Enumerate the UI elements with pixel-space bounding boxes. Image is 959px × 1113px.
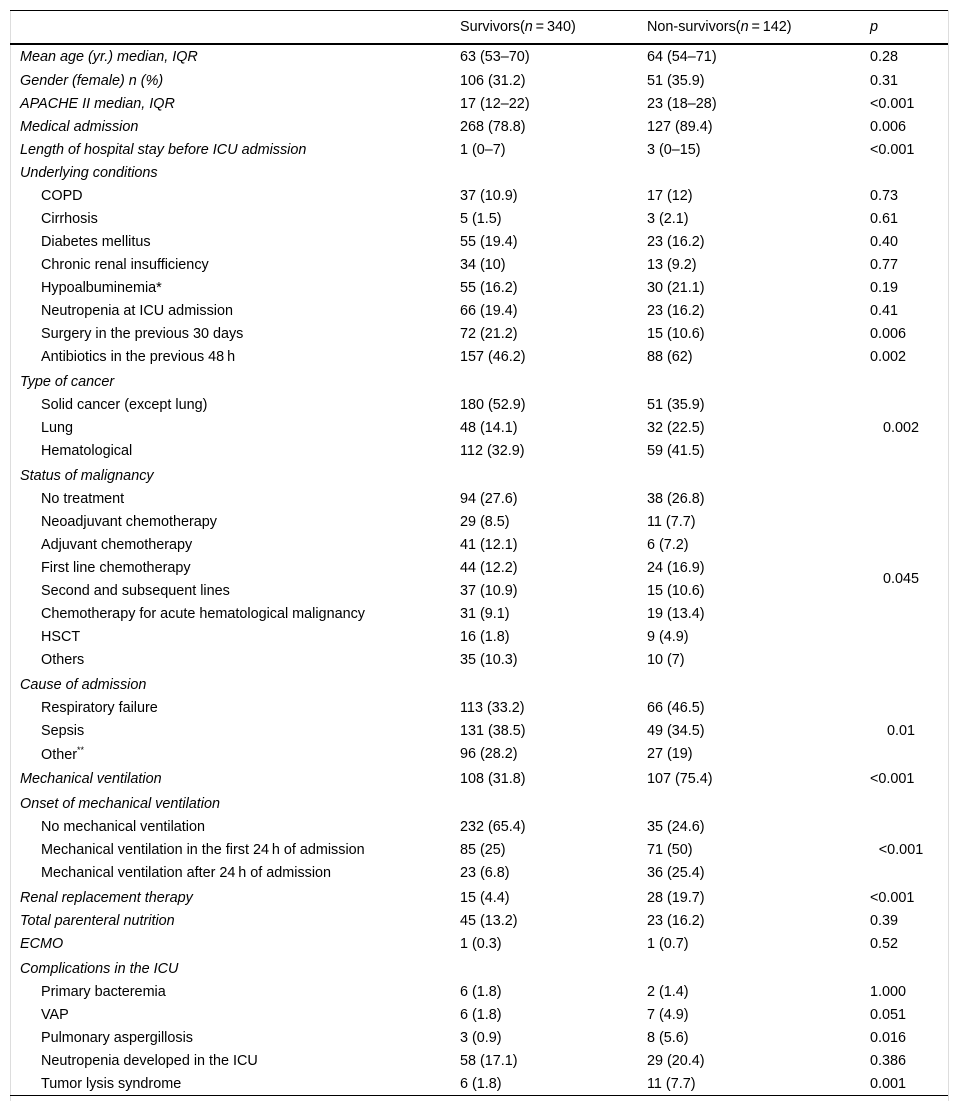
survivors-value: 113 (33.2) [460,699,525,716]
section-label: Underlying conditions [20,164,158,181]
section-row [10,957,948,980]
table-row [10,345,948,368]
row-label: Hypoalbuminemia* [41,279,162,296]
table-row [10,861,948,884]
nonsurvivors-value: 28 (19.7) [647,889,705,906]
row-label: No treatment [41,490,125,507]
table-row [10,742,948,765]
row-label: Neutropenia developed in the ICU [41,1052,258,1069]
nonsurvivors-value: 17 (12) [647,187,693,204]
section-label: Complications in the ICU [20,960,179,977]
nonsurvivors-value: 15 (10.6) [647,582,705,599]
row-label: Mechanical ventilation [20,770,162,787]
nonsurvivors-value: 107 (75.4) [647,770,713,787]
nonsurvivors-value: 10 (7) [647,651,685,668]
row-label: No mechanical ventilation [41,818,205,835]
table-row [10,1049,948,1072]
survivors-value: 72 (21.2) [460,325,518,342]
survivors-value: 108 (31.8) [460,770,526,787]
section-label: Type of cancer [20,373,115,390]
table-row [10,886,948,909]
row-label: Total parenteral nutrition [20,912,175,929]
table-row [10,439,948,462]
section-label: Onset of mechanical ventilation [20,795,220,812]
survivors-value: 34 (10) [460,256,506,273]
nonsurvivors-value: 51 (35.9) [647,396,705,413]
survivors-value: 17 (12–22) [460,95,530,112]
table-row [10,276,948,299]
p-value: 0.28 [870,49,899,65]
row-label: COPD [41,187,83,204]
nonsurvivors-value: 9 (4.9) [647,628,689,645]
section-row [10,161,948,184]
table-row [10,92,948,115]
p-value: 0.61 [870,210,899,227]
survivors-value: 45 (13.2) [460,912,518,929]
table-row [10,115,948,138]
table-row [10,510,948,533]
row-label: Length of hospital stay before ICU admission [20,141,307,158]
row-label: Sepsis [41,722,85,739]
survivors-value: 180 (52.9) [460,396,526,413]
survivors-value: 58 (17.1) [460,1052,518,1069]
survivors-value: 37 (10.9) [460,187,518,204]
p-value: 0.002 [870,348,907,365]
survivors-value: 157 (46.2) [460,348,526,365]
row-label: HSCT [41,628,81,645]
table-row [10,230,948,253]
nonsurvivors-value: 49 (34.5) [647,722,705,739]
nonsurvivors-value: 64 (54–71) [647,49,717,65]
nonsurvivors-value: 23 (16.2) [647,912,705,929]
nonsurvivors-value: 6 (7.2) [647,536,689,553]
p-value: <0.001 [878,841,924,858]
p-value: 0.01 [886,722,915,739]
section-row [10,464,948,487]
nonsurvivors-value: 29 (20.4) [647,1052,705,1069]
table-row [10,299,948,322]
section-label: Status of malignancy [20,467,154,484]
nonsurvivors-value: 11 (7.7) [647,1075,696,1092]
section-label: Cause of admission [20,676,147,693]
survivors-value: 1 (0.3) [460,935,502,952]
row-label: Chronic renal insufficiency [41,256,209,273]
p-value: <0.001 [870,141,915,158]
p-value: 0.001 [870,1075,907,1092]
row-label: Tumor lysis syndrome [41,1075,182,1092]
survivors-value: 41 (12.1) [460,536,518,553]
table-row [10,184,948,207]
row-label: Renal replacement therapy [20,889,193,906]
table-row [10,719,948,742]
table-row [10,696,948,719]
nonsurvivors-value: 11 (7.7) [647,513,696,530]
nonsurvivors-value: 127 (89.4) [647,118,713,135]
header-p: p [870,19,879,35]
row-label: Surgery in the previous 30 days [41,325,244,342]
p-value: 0.006 [870,325,907,342]
row-label: Lung [41,419,74,436]
header-survivors: Survivors(n = 340) [460,19,576,35]
row-label: Respiratory failure [41,699,158,716]
p-value: 0.006 [870,118,907,135]
nonsurvivors-value: 15 (10.6) [647,325,705,342]
row-label: Primary bacteremia [41,983,166,1000]
nonsurvivors-value: 3 (0–15) [647,141,701,158]
row-label: Adjuvant chemotherapy [41,536,193,553]
survivors-value: 96 (28.2) [460,745,518,762]
header-label [10,11,450,45]
table-row [10,602,948,625]
table-row [10,393,948,416]
survivors-value: 232 (65.4) [460,818,526,835]
nonsurvivors-value: 13 (9.2) [647,256,697,273]
p-value: 0.52 [870,935,899,952]
survivors-value: 131 (38.5) [460,722,526,739]
row-label: Mechanical ventilation in the first 24 h of admission [41,841,365,858]
nonsurvivors-value: 23 (18–28) [647,95,717,112]
nonsurvivors-value: 7 (4.9) [647,1006,689,1023]
table-row [10,416,948,439]
table-row [10,253,948,276]
row-label: Others [41,651,85,668]
p-value: 1.000 [870,983,907,1000]
table-row [10,207,948,230]
nonsurvivors-value: 1 (0.7) [647,935,689,952]
survivors-value: 55 (19.4) [460,233,518,250]
table-header-row [10,11,948,45]
row-label: Hematological [41,442,133,459]
nonsurvivors-value: 3 (2.1) [647,210,689,227]
table-row [10,980,948,1003]
table-row [10,322,948,345]
row-label: Neoadjuvant chemotherapy [41,513,217,530]
nonsurvivors-value: 23 (16.2) [647,302,705,319]
row-label: Antibiotics in the previous 48 h [41,348,236,365]
survivors-value: 112 (32.9) [460,442,525,459]
table-row [10,625,948,648]
table-row [10,1003,948,1026]
nonsurvivors-value: 71 (50) [647,841,693,858]
p-value: 0.77 [870,256,899,273]
table-row [10,44,948,69]
p-value: 0.40 [870,233,899,250]
survivors-value: 15 (4.4) [460,889,510,906]
survivors-value: 5 (1.5) [460,210,502,227]
survivors-value: 44 (12.2) [460,559,518,576]
nonsurvivors-value: 88 (62) [647,348,693,365]
survivors-value: 23 (6.8) [460,864,510,881]
survivors-value: 66 (19.4) [460,302,518,319]
table-row [10,1072,948,1096]
row-label: APACHE II median, IQR [20,95,175,112]
row-label: Chemotherapy for acute hematological malignancy [41,605,365,622]
row-label: Medical admission [20,118,139,135]
nonsurvivors-value: 30 (21.1) [647,279,705,296]
table-row [10,767,948,790]
table-container [10,10,948,1096]
section-row [10,370,948,393]
p-value: 0.045 [882,571,919,587]
section-row [10,673,948,696]
table-row [10,815,948,838]
survivors-value: 63 (53–70) [460,49,530,65]
p-value: 0.016 [870,1029,907,1046]
table-row [10,487,948,510]
nonsurvivors-value: 24 (16.9) [647,559,705,576]
p-value: 0.002 [882,419,919,436]
row-label: VAP [41,1006,69,1023]
nonsurvivors-value: 32 (22.5) [647,419,705,436]
survivors-value: 29 (8.5) [460,513,510,530]
row-label: Solid cancer (except lung) [41,396,208,413]
data-table [10,10,948,1096]
survivors-value: 268 (78.8) [460,118,526,135]
nonsurvivors-value: 51 (35.9) [647,72,705,89]
row-label: Mechanical ventilation after 24 h of admission [41,864,332,881]
survivors-value: 35 (10.3) [460,651,518,668]
table-row [10,1026,948,1049]
p-value: 0.39 [870,912,899,929]
nonsurvivors-value: 35 (24.6) [647,818,705,835]
row-label: Diabetes mellitus [41,233,151,250]
row-label: Neutropenia at ICU admission [41,302,233,319]
row-label: Cirrhosis [41,210,98,227]
table-row [10,533,948,556]
row-label: Pulmonary aspergillosis [41,1029,193,1046]
survivors-value: 6 (1.8) [460,1006,502,1023]
nonsurvivors-value: 23 (16.2) [647,233,705,250]
table-row [10,556,948,579]
p-value: 0.73 [870,187,899,204]
nonsurvivors-value: 36 (25.4) [647,864,705,881]
survivors-value: 106 (31.2) [460,72,526,89]
survivors-value: 1 (0–7) [460,141,506,158]
p-value: 0.386 [870,1052,907,1069]
row-label: Mean age (yr.) median, IQR [20,49,198,65]
p-value: 0.41 [870,302,899,319]
nonsurvivors-value: 38 (26.8) [647,490,705,507]
survivors-value: 37 (10.9) [460,582,518,599]
nonsurvivors-value: 19 (13.4) [647,605,705,622]
header-nonsurvivors: Non-survivors(n = 142) [647,19,792,35]
row-label: Other** [41,744,85,763]
p-value: <0.001 [870,889,915,906]
survivors-value: 55 (16.2) [460,279,518,296]
survivors-value: 6 (1.8) [460,983,502,1000]
table-row [10,648,948,671]
row-label: Gender (female) n (%) [20,72,164,89]
survivors-value: 3 (0.9) [460,1029,502,1046]
row-label: Second and subsequent lines [41,582,230,599]
survivors-value: 85 (25) [460,841,506,858]
table-row [10,69,948,92]
table-row [10,932,948,955]
survivors-value: 48 (14.1) [460,419,518,436]
nonsurvivors-value: 66 (46.5) [647,699,705,716]
nonsurvivors-value: 8 (5.6) [647,1029,689,1046]
row-label: ECMO [20,935,64,952]
survivors-value: 6 (1.8) [460,1075,502,1092]
table-row [10,579,948,602]
section-row [10,792,948,815]
table-row [10,909,948,932]
p-value: <0.001 [870,770,915,787]
nonsurvivors-value: 2 (1.4) [647,983,689,1000]
survivors-value: 16 (1.8) [460,628,510,645]
p-value: 0.19 [870,279,899,296]
nonsurvivors-value: 27 (19) [647,745,693,762]
p-value: 0.051 [870,1006,907,1023]
row-label: First line chemotherapy [41,559,191,576]
table-row [10,838,948,861]
p-value: <0.001 [870,95,915,112]
table-row [10,138,948,161]
nonsurvivors-value: 59 (41.5) [647,442,705,459]
survivors-value: 31 (9.1) [460,605,510,622]
p-value: 0.31 [870,72,899,89]
survivors-value: 94 (27.6) [460,490,518,507]
